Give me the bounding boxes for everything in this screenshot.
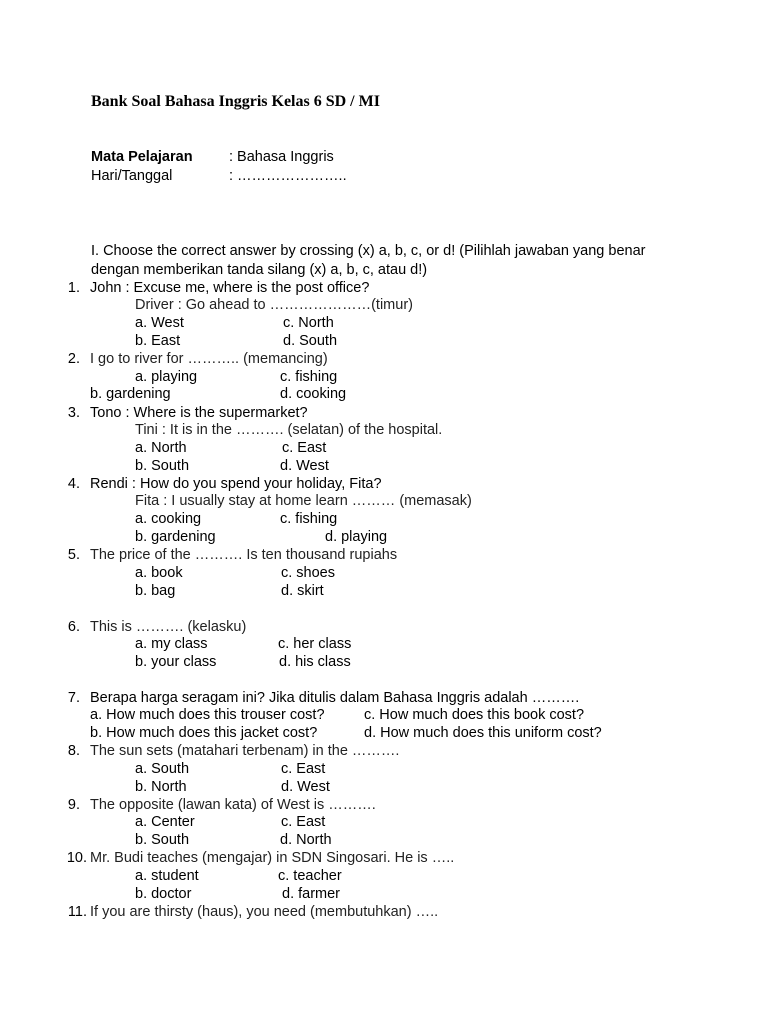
question-text: John : Excuse me, where is the post office? (90, 280, 370, 296)
option-d[interactable]: d. cooking (280, 386, 347, 402)
option-a[interactable]: a. North (135, 440, 187, 456)
option-b[interactable]: b. East (135, 333, 181, 349)
option-b[interactable]: b. North (135, 779, 187, 795)
option-d[interactable]: d. South (283, 333, 338, 349)
question-text: Mr. Budi teaches (mengajar) in SDN Singosari. He is ….. (90, 850, 455, 866)
option-c[interactable]: c. East (282, 440, 327, 456)
question-number: 5. (67, 547, 80, 563)
option-b[interactable]: b. gardening (90, 386, 171, 402)
question-number: 3. (67, 405, 80, 421)
question-text: If you are thirsty (haus), you need (membutuhkan) ….. (90, 904, 439, 920)
option-c[interactable]: c. fishing (280, 511, 338, 527)
option-a[interactable]: a. South (135, 761, 190, 777)
option-b[interactable]: b. gardening (135, 529, 216, 545)
option-c[interactable]: c. teacher (278, 868, 342, 884)
option-a[interactable]: a. book (135, 565, 183, 581)
question-number: 7. (67, 690, 80, 706)
option-d[interactable]: d. How much does this uniform cost? (364, 725, 602, 741)
option-a[interactable]: a. student (135, 868, 199, 884)
question-number: 11. (67, 904, 87, 920)
question-text: Berapa harga seragam ini? Jika ditulis dalam Bahasa Inggris adalah ………. (90, 690, 580, 706)
question-text: The price of the ………. Is ten thousand rupiahs (90, 547, 398, 563)
option-d[interactable]: d. playing (325, 529, 388, 545)
option-c[interactable]: c. East (281, 761, 326, 777)
question-number: 10. (66, 850, 87, 866)
question-text: Tini : It is in the ………. (selatan) of the hospital. (135, 422, 443, 438)
page-title: Bank Soal Bahasa Inggris Kelas 6 SD / MI (91, 93, 380, 110)
question-text: This is ………. (kelasku) (90, 619, 247, 635)
option-a[interactable]: a. Center (135, 814, 195, 830)
option-b[interactable]: b. South (135, 832, 190, 848)
option-d[interactable]: d. West (281, 779, 330, 795)
subject-value: : Bahasa Inggris (229, 149, 334, 165)
option-a[interactable]: a. playing (135, 369, 198, 385)
option-c[interactable]: c. shoes (281, 565, 335, 581)
option-c[interactable]: c. her class (278, 636, 352, 652)
option-a[interactable]: a. cooking (135, 511, 202, 527)
question-text: I go to river for ……….. (memancing) (90, 351, 328, 367)
option-c[interactable]: c. North (283, 315, 334, 331)
option-d[interactable]: d. West (280, 458, 329, 474)
instruction-line-2: dengan memberikan tanda silang (x) a, b, c, atau d!) (91, 262, 428, 278)
option-b[interactable]: b. How much does this jacket cost? (90, 725, 318, 741)
subject-label: Mata Pelajaran (91, 149, 193, 165)
question-text: The opposite (lawan kata) of West is ………. (90, 797, 376, 813)
question-number: 1. (67, 280, 80, 296)
option-a[interactable]: a. my class (135, 636, 208, 652)
option-a[interactable]: a. How much does this trouser cost? (90, 707, 325, 723)
option-d[interactable]: d. skirt (281, 583, 324, 599)
question-number: 2. (67, 351, 80, 367)
question-text: Rendi : How do you spend your holiday, Fita? (90, 476, 382, 492)
question-text: Driver : Go ahead to …………………(timur) (135, 297, 413, 313)
question-number: 9. (67, 797, 80, 813)
question-number: 8. (67, 743, 80, 759)
option-b[interactable]: b. bag (135, 583, 176, 599)
instruction-line-1: I. Choose the correct answer by crossing (x) a, b, c, or d! (Pilihlah jawaban yang benar (91, 243, 646, 259)
option-c[interactable]: c. East (281, 814, 326, 830)
option-b[interactable]: b. South (135, 458, 190, 474)
date-label: Hari/Tanggal (91, 168, 173, 184)
question-number: 6. (67, 619, 80, 635)
question-text: Fita : I usually stay at home learn ……… (memasak) (135, 493, 472, 509)
question-number: 4. (67, 476, 80, 492)
option-d[interactable]: d. North (280, 832, 332, 848)
question-text: Tono : Where is the supermarket? (90, 405, 308, 421)
question-text: The sun sets (matahari terbenam) in the ………. (90, 743, 400, 759)
option-c[interactable]: c. fishing (280, 369, 338, 385)
option-a[interactable]: a. West (135, 315, 184, 331)
date-value: : ………………….. (229, 168, 347, 184)
option-b[interactable]: b. your class (135, 654, 217, 670)
option-d[interactable]: d. his class (279, 654, 351, 670)
option-c[interactable]: c. How much does this book cost? (364, 707, 585, 723)
option-b[interactable]: b. doctor (135, 886, 192, 902)
option-d[interactable]: d. farmer (282, 886, 341, 902)
